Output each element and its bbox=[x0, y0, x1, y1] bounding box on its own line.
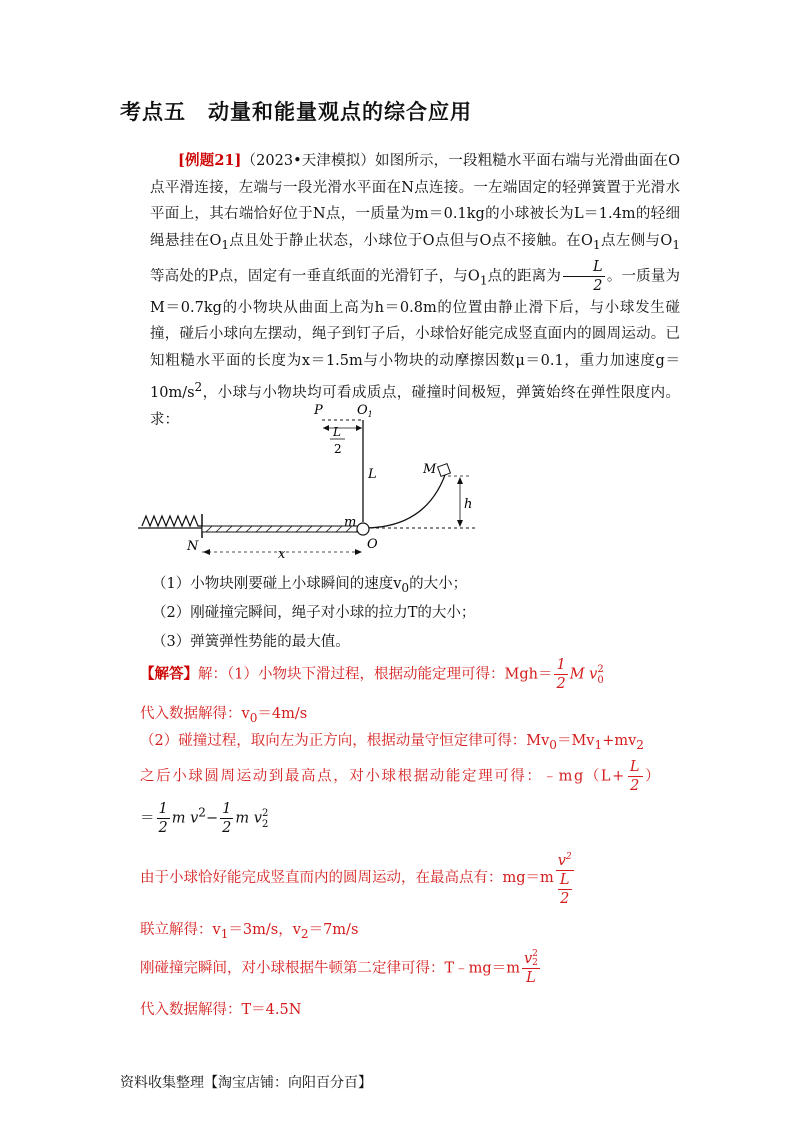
physics-diagram bbox=[130, 398, 500, 566]
answer-line-1: 【解答】解：（1）小物块下滑过程，根据动能定理可得：Mgh＝ $\frac{1}{2}$ M v 2 0 bbox=[140, 657, 604, 692]
label-P: P bbox=[314, 403, 323, 418]
example-tag: [例题21] bbox=[178, 152, 242, 169]
section-title: 动量和能量观点的综合应用 bbox=[208, 100, 472, 124]
answer-line-5: ＝ $\frac{1}{2}$ m $v^2-$ $\frac{1}{2}$ m v 2 2 bbox=[140, 801, 269, 836]
label-h: h bbox=[464, 497, 473, 512]
answer-line-9: 代入数据解得：T＝4.5N bbox=[140, 1002, 302, 1018]
answer-tag: 【解答】 bbox=[140, 665, 198, 683]
label-half-den: 2 bbox=[334, 442, 342, 456]
problem-statement: [例题21]（2023•天津模拟）如图所示，一段粗糙水平面右端与光滑曲面在O点平滑连接，左端与一段光滑水平面在N点连接。一左端固定的轻弹簧置于光滑水平面上，其右端恰好位于N点，一质量为m＝0.1kg的小球被长为L＝1.4m的轻细绳悬挂在$O_1$点且处于静止状态，小球位于O点但与O点不接触。在$O_1$点左侧与$O_1$等高处的P点，固定有一垂直纸面的光滑钉子，与$O_1$点的距离为 $\frac{L}{2}$ 。一质量为M＝0.7kg的小物块从曲面上高为h＝0.8m的位置由静止滑下后，与小球发生碰撞，碰后小球向左摆动，绳子到钉子后，小球恰好能完成竖直面内的圆周运动。已知粗糙水平面的长度为x＝1.5m与小物块的动摩擦因数μ＝0.1，重力加速度$g=10m/s^2$，小球与小物块均可看成质点，碰撞时间极短，弹簧始终在弹性限度内。求： bbox=[150, 152, 681, 428]
answer-line-7: 联立解得：$v_1=3m/s$，$v_2=7m/s$ bbox=[140, 922, 359, 941]
answer-line-2: 代入数据解得：$v_0=4m/s$ bbox=[140, 706, 308, 725]
fraction-L-over-2: $\frac{L}{2}$ bbox=[563, 258, 605, 295]
label-m: m bbox=[344, 515, 357, 530]
block-M bbox=[438, 464, 451, 477]
question-2: （2）刚碰撞完瞬间，绳子对小球的拉力T的大小； bbox=[152, 605, 476, 621]
label-L: L bbox=[368, 467, 377, 482]
answer-line-8: 刚碰撞完瞬间，对小球根据牛顿第二定律可得：T﹣mg＝m v 2 2 L bbox=[140, 949, 538, 986]
spring bbox=[142, 516, 202, 526]
label-N: N bbox=[187, 539, 199, 554]
question-1: （1）小物块刚要碰上小球瞬间的速度$v_0$的大小； bbox=[152, 576, 468, 595]
footer-note: 资料收集整理【淘宝店铺：向阳百分百】 bbox=[120, 1075, 372, 1091]
rough-surface bbox=[202, 526, 364, 532]
ball-m bbox=[357, 523, 369, 535]
section-number: 考点五 bbox=[120, 100, 186, 124]
label-O1: $O_1$ bbox=[357, 403, 373, 419]
label-M: M bbox=[423, 462, 437, 477]
answer-line-4: 之后小球圆周运动到最高点，对小球根据动能定理可得：﹣mg（L+ $\frac{L}{2}$ ） bbox=[140, 759, 662, 794]
answer-line-3: （2）碰撞过程，取向左为正方向，根据动量守恒定律可得：$Mv_0=Mv_1+mv_2$ bbox=[140, 733, 644, 752]
label-half-num: L bbox=[333, 425, 341, 439]
question-3: （3）弹簧弹性势能的最大值。 bbox=[152, 634, 350, 650]
label-x: x bbox=[278, 547, 286, 562]
label-O: O bbox=[367, 537, 378, 552]
answer-line-6: 由于小球恰好能完成竖直而内的圆周运动，在最高点有：mg＝m $\frac{v^2}{\frac{L}{2}}$ bbox=[140, 848, 576, 908]
section-heading bbox=[120, 96, 472, 126]
